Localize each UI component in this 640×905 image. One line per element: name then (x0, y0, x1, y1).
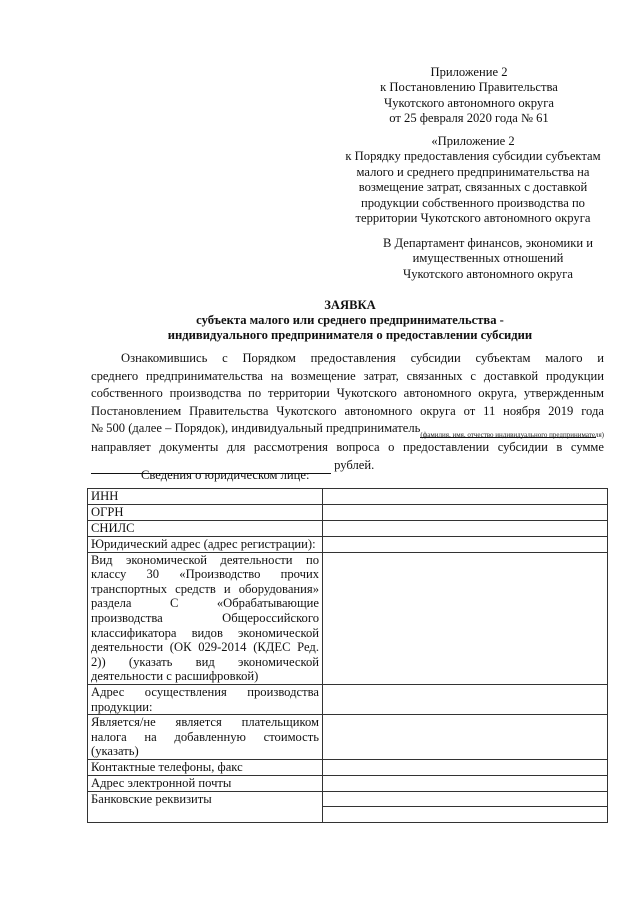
appendix-header-line: от 25 февраля 2020 года № 61 (389, 111, 549, 126)
row-value-cell[interactable] (323, 489, 608, 505)
table-row (88, 791, 608, 822)
table-row (88, 505, 608, 521)
row-label: Адрес электронной почты (88, 775, 323, 791)
row-label: ОГРН (88, 505, 323, 521)
name-field-caption: (фамилия, имя, отчество индивидуального предпринимателя) (420, 431, 604, 439)
paragraph-line: собственного производства по территории Чукотского автономного округа, утвержденным (91, 386, 604, 401)
addressee-line: В Департамент финансов, экономики и (382, 236, 594, 250)
paragraph-line: Постановлением Правительства Чукотского автономного округа от 11 ноября 2019 года (91, 403, 604, 418)
table-row (88, 775, 608, 791)
row-value-cell[interactable] (323, 537, 608, 553)
bank-details-cell[interactable] (323, 791, 608, 822)
row-value-cell[interactable] (323, 715, 608, 760)
row-value-cell[interactable] (323, 684, 608, 714)
row-label: ИНН (88, 489, 323, 505)
appendix-order-line: территории Чукотского автономного округа (355, 211, 591, 226)
appendix-order-line: продукции собственного производства по (361, 195, 585, 210)
paragraph-line: среднего предпринимательства на возмещение затрат, связанных с доставкой продукции (91, 368, 604, 383)
row-label: Адрес осуществления производства продукции: (88, 684, 323, 714)
appendix-header-line: Чукотского автономного округа (384, 95, 554, 110)
addressee-block (356, 236, 620, 282)
bank-details-subrow[interactable] (323, 792, 607, 806)
row-label: Юридический адрес (адрес регистрации): (88, 537, 323, 553)
row-value-cell[interactable] (323, 505, 608, 521)
table-row (88, 759, 608, 775)
row-label: Банковские реквизиты (88, 791, 323, 822)
row-value-cell[interactable] (323, 521, 608, 537)
table-row (88, 521, 608, 537)
amount-unit: рублей. (334, 457, 375, 472)
appendix-header-line: к Постановлению Правительства (380, 80, 558, 95)
appendix-order (335, 134, 611, 226)
addressee-line: имущественных отношений (412, 251, 564, 266)
appendix-header-line: Приложение 2 (430, 65, 508, 79)
row-label: СНИЛС (88, 521, 323, 537)
row-label: Является/не является плательщиком налога на добавленную стоимость (указать) (88, 715, 323, 760)
document-subtitle (80, 313, 620, 344)
bank-details-subrow[interactable] (323, 806, 607, 821)
application-paragraph (91, 350, 604, 438)
section-caption: Сведения о юридическом лице: (141, 468, 310, 482)
subtitle-line: индивидуального предпринимателя о предоставлении субсидии (167, 328, 533, 343)
row-value-cell[interactable] (323, 552, 608, 684)
appendix-order-line: «Приложение 2 (431, 134, 515, 148)
table-row (88, 489, 608, 505)
subtitle-line: субъекта малого или среднего предпринимательства - (196, 313, 504, 327)
appendix-header (354, 65, 584, 127)
appendix-order-line: малого и среднего предпринимательства на (356, 164, 590, 179)
table-row (88, 715, 608, 760)
paragraph-line: Ознакомившись с Порядком предоставления субсидии субъектам малого и (121, 351, 604, 365)
paragraph-line: направляет документы для рассмотрения вопроса о предоставлении субсидии в сумме (91, 440, 604, 454)
table-row (88, 537, 608, 553)
row-label: Вид экономической деятельности по классу 30 «Производство прочих транспортных средств и оборудования» раздела С «Обрабатывающие производства Общероссийского классификатора видов экономической деятельности (ОК 029-2014 (КДЕС Ред. 2)) (указать вид экономической деятельности с расшифровкой) (88, 552, 323, 684)
appendix-order-line: возмещение затрат, связанных с доставкой (358, 180, 588, 195)
appendix-order-line: к Порядку предоставления субсидии субъектам (345, 149, 601, 164)
addressee-line: Чукотского автономного округа (403, 266, 573, 281)
paragraph-text: № 500 (далее – Порядок), индивидуальный предприниматель (91, 421, 421, 436)
table-row (88, 552, 608, 684)
legal-entity-table (87, 488, 608, 823)
row-value-cell[interactable] (323, 759, 608, 775)
table-row (88, 684, 608, 714)
row-label: Контактные телефоны, факс (88, 759, 323, 775)
document-title: ЗАЯВКА (324, 298, 376, 312)
row-value-cell[interactable] (323, 775, 608, 791)
